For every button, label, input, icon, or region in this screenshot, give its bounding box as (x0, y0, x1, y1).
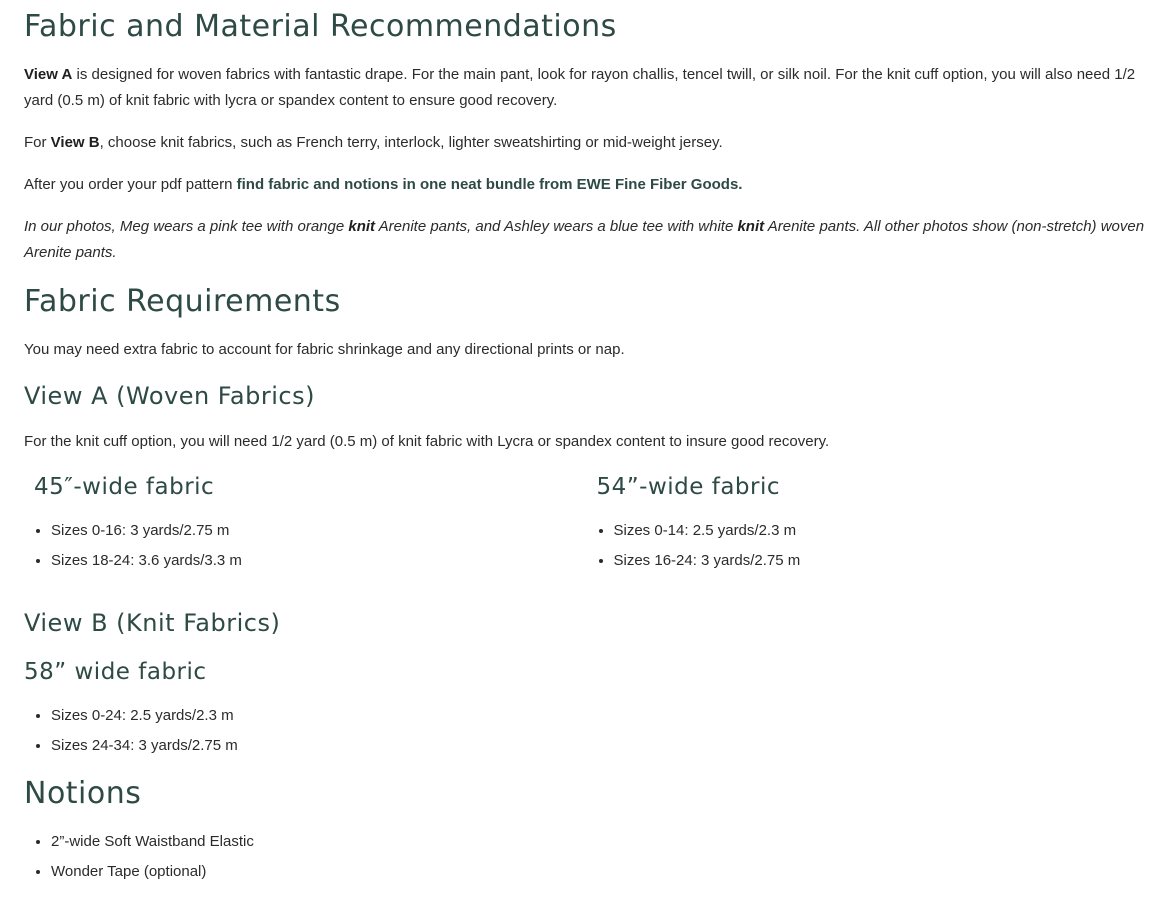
fabric-54-column (587, 473, 1150, 576)
view-b-title: View B (Knit Fabrics) (24, 609, 281, 637)
knit-label-1: knit (348, 218, 376, 235)
knit-label-2: knit (737, 218, 765, 235)
list-item: • Sizes 24-34: 3 yards/2.75 m (51, 731, 238, 761)
list-item: • Sizes 0-24: 2.5 yards/2.3 m (51, 701, 238, 731)
photos-note (24, 214, 1149, 266)
view-a-description-text: is designed for woven fabrics with fantastic drape. For the main pant, look for rayon challis, tencel twill, or silk noil. For the knit cuff option, you will also need 1/2 yard (0.5 m) of knit fabric with lycra or spandex content to ensure good recovery. (24, 66, 1136, 109)
fabric-54-list (587, 516, 1150, 576)
fabric-45-column (24, 473, 587, 576)
photos-note-c: Arenite pants. All other photos show (non-stretch) woven Arenite pants. (24, 218, 1145, 261)
list-item: • Sizes 0-14: 2.5 yards/2.3 m (614, 516, 1150, 546)
fabric-54-heading: 54”-wide fabric (596, 474, 781, 500)
list-item: • Sizes 18-24: 3.6 yards/3.3 m (51, 546, 587, 576)
list-item: • Wonder Tape (optional) (51, 857, 254, 887)
fabric-requirements-title: Fabric Requirements (24, 284, 341, 319)
fabric-material-title: Fabric and Material Recommendations (24, 9, 617, 44)
list-item: • Sizes 16-24: 3 yards/2.75 m (614, 546, 1150, 576)
fabric-requirements-note: You may need extra fabric to account for fabric shrinkage and any directional prints or nap. (24, 341, 625, 358)
bundle-pre: After you order your pdf pattern (24, 176, 237, 193)
view-a-title: View A (Woven Fabrics) (24, 382, 315, 410)
fabric-58-heading: 58” wide fabric (24, 659, 207, 685)
view-a-columns (24, 473, 1149, 576)
photos-note-a: In our photos, Meg wears a pink tee with orange (24, 218, 349, 235)
notions-title: Notions (24, 776, 142, 811)
fabric-45-heading: 45″-wide fabric (34, 474, 215, 500)
fabric-45-list (24, 516, 587, 576)
fabric-58-list (24, 701, 238, 761)
bundle-paragraph (24, 172, 1149, 198)
view-a-label: View A (24, 66, 73, 83)
photos-note-b: Arenite pants, and Ashley wears a blue tee with white (375, 218, 738, 235)
notions-list (24, 827, 254, 887)
view-b-label: View B (50, 134, 100, 151)
ewe-bundle-link[interactable]: find fabric and notions in one neat bundle from EWE Fine Fiber Goods. (236, 176, 743, 193)
list-item: • 2”-wide Soft Waistband Elastic (51, 827, 254, 857)
view-b-post: , choose knit fabrics, such as French terry, interlock, lighter sweatshirting or mid-weight jersey. (99, 134, 723, 151)
view-b-pre: For (24, 134, 51, 151)
view-a-description (24, 62, 1149, 114)
list-item: • Sizes 0-16: 3 yards/2.75 m (51, 516, 587, 546)
view-b-description (24, 130, 1149, 156)
view-a-note: For the knit cuff option, you will need 1/2 yard (0.5 m) of knit fabric with Lycra or spandex content to insure good recovery. (24, 433, 830, 450)
